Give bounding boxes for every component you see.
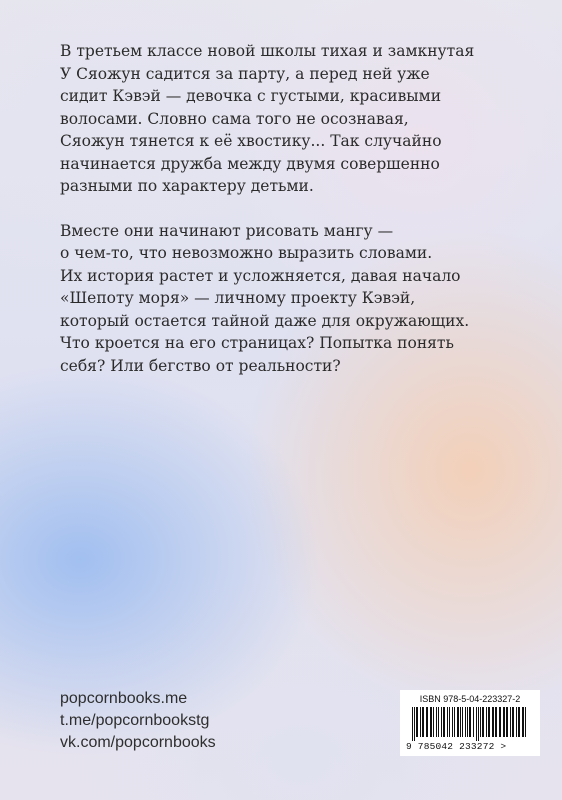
blurb-line: Их история растет и усложняется, давая начало	[60, 266, 461, 285]
publisher-links	[60, 688, 216, 754]
blurb-line: Что кроется на его страницах? Попытка понять	[60, 334, 454, 352]
blurb-line: В третьем классе новой школы тихая и замкнутая	[60, 42, 475, 60]
publisher-site-link[interactable]: popcornbooks.me	[60, 690, 188, 707]
blurb-line: У Сяожун садится за парту, а перед ней уже	[60, 64, 430, 83]
barcode-digits: 9 785042 233272 >	[406, 741, 507, 752]
blurb-paragraph-2	[60, 220, 530, 378]
blurb-line: разными по характеру детьми.	[60, 177, 314, 195]
blurb-paragraph-1	[60, 40, 530, 198]
blurb-line: о чем-то, что невозможно выразить словами.	[60, 244, 433, 262]
isbn-label: ISBN 978-5-04-223327-2	[419, 694, 521, 704]
publisher-telegram-link[interactable]: t.me/popcornbookstg	[60, 712, 210, 729]
blurb-line: начинается дружба между двумя совершенно	[60, 154, 440, 173]
back-cover-blurb	[60, 40, 530, 399]
blurb-line: сидит Кэвэй — девочка с густыми, красивыми	[60, 87, 442, 105]
publisher-vk-link[interactable]: vk.com/popcornbooks	[60, 734, 216, 751]
blurb-line: «Шепоту моря» — личному проекту Кэвэй,	[60, 289, 416, 307]
blurb-line: который остается тайной даже для окружающих.	[60, 311, 470, 330]
barcode-image	[410, 707, 530, 741]
blurb-line: себя? Или бегство от реальности?	[60, 356, 341, 375]
isbn-barcode-block	[400, 690, 540, 756]
blurb-line: Сяожун тянется к её хвостику... Так случайно	[60, 132, 442, 150]
blurb-line: волосами. Словно сама того не осознавая,	[60, 109, 409, 128]
blurb-line: Вместе они начинают рисовать мангу —	[60, 221, 394, 240]
